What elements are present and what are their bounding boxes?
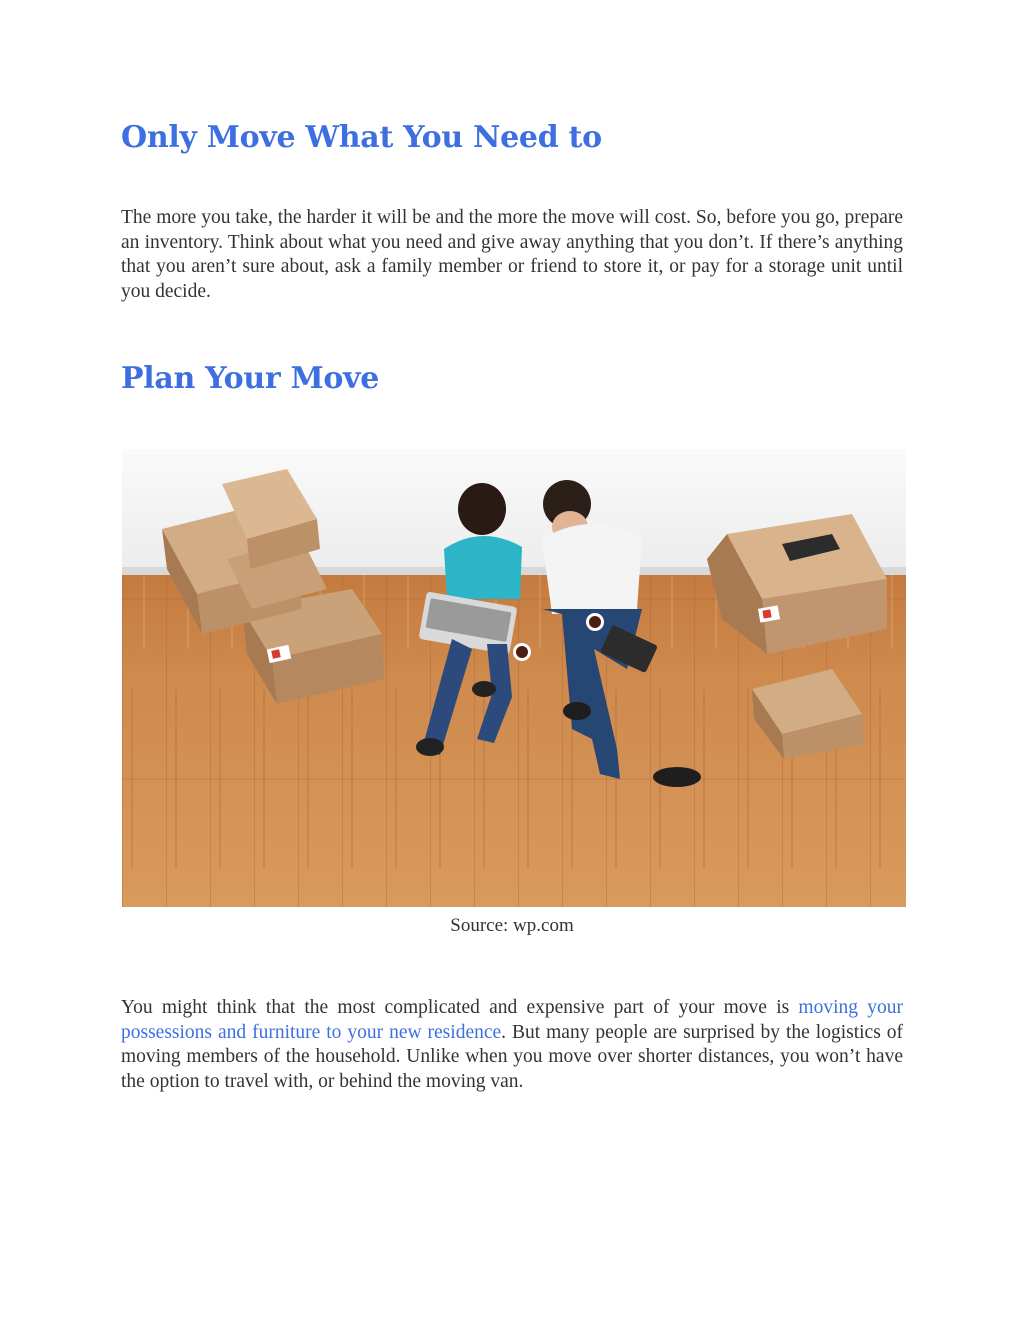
moving-possessions-link[interactable]: moving your possessions and furniture to your new residence <box>121 997 903 1043</box>
photo-illustration <box>122 449 906 907</box>
section-heading-only-move: Only Move What You Need to <box>121 120 602 155</box>
section-paragraph-inventory: The more you take, the harder it will be and the more the move will cost. So, before you go, prepare an inventory. Think about what you need and give away anything that you don’t. If there’s anything that you aren’t sure about, ask a family member or friend to store it, or pay for a storage unit until you decide. <box>121 207 903 302</box>
section-paragraph-logistics <box>121 996 903 1094</box>
image-caption: Source: wp.com <box>450 915 574 936</box>
paragraph-text-before-link: You might think that the most complicated and expensive part of your move is <box>121 997 799 1018</box>
paragraph-text-after-link: . But many people are surprised by the logistics of moving members of the household. Unlike when you move over shorter distances, you won’t have the option to travel with, or behind the moving van. <box>121 1021 903 1092</box>
section-heading-plan-your-move: Plan Your Move <box>121 361 380 396</box>
couple-moving-photo <box>122 449 906 907</box>
